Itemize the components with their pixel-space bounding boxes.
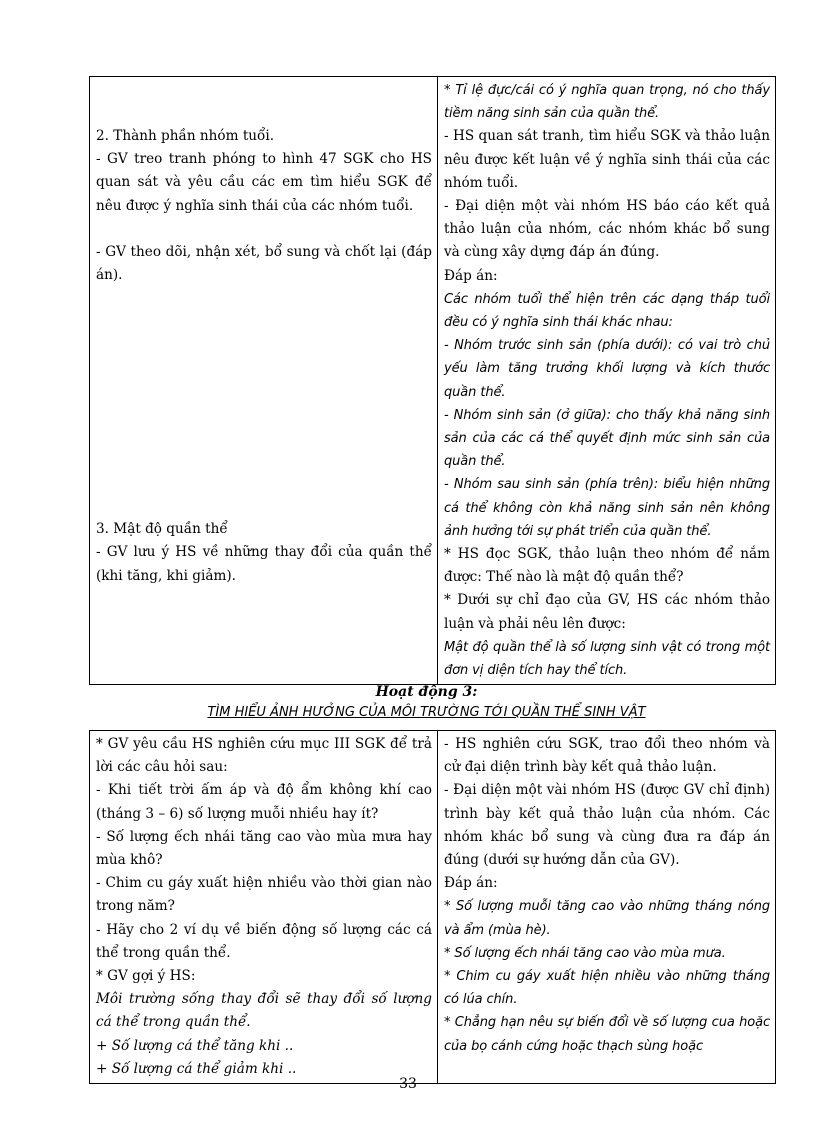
answer-line: * Chẳng hạn nêu sự biến đổi về số lượng cua hoặc của bọ cánh cứng hoặc thạch sùng hoặc xyxy=(444,1015,770,1054)
answer-line: - Nhóm trước sinh sản (phía dưới): có vai trò chủ yếu làm tăng trưởng khối lượng và kích thước quần thể. xyxy=(444,338,770,400)
student-activity-cell xyxy=(438,77,776,685)
teacher-hint: + Số lượng cá thể tăng khi .. xyxy=(96,1037,294,1054)
teacher-step: - GV lưu ý HS về những thay đổi của quần thể (khi tăng, khi giảm). xyxy=(96,544,432,584)
answer-line: - Nhóm sau sinh sản (phía trên): biểu hiện những cá thể không còn khả năng sinh sản nên không ảnh hưởng tới sự phát triển của quần thể. xyxy=(444,477,770,539)
teacher-question: - Chim cu gáy xuất hiện nhiều vào thời gian nào trong năm? xyxy=(96,875,432,915)
answer-label: Đáp án: xyxy=(444,875,498,892)
student-step: - Đại diện một vài nhóm HS báo cáo kết quả thảo luận của nhóm, các nhóm khác bổ sung và cùng xây dựng đáp án đúng. xyxy=(444,198,770,261)
answer-line: * Tỉ lệ đực/cái có ý nghĩa quan trọng, nó cho thấy tiềm năng sinh sản của quần thể. xyxy=(444,83,770,122)
teacher-hint: Môi trường sống thay đổi sẽ thay đổi số lượng cá thể trong quần thể. xyxy=(96,991,432,1031)
spacer xyxy=(96,79,432,125)
page-number: 33 xyxy=(399,1076,417,1092)
activity-title: Hoạt động 3: xyxy=(375,684,478,700)
teacher-question: - Khi tiết trời ấm áp và độ ẩm không khí cao (tháng 3 – 6) số lượng muỗi nhiều hay ít? xyxy=(96,782,432,822)
spacer xyxy=(96,287,432,518)
teacher-step: - GV theo dõi, nhận xét, bổ sung và chốt lại (đáp án). xyxy=(96,243,432,284)
section-heading-age-groups: 2. Thành phần nhóm tuổi. xyxy=(96,128,275,144)
teacher-activity-cell xyxy=(90,731,438,1084)
teacher-hint-label: * GV gợi ý HS: xyxy=(96,968,196,985)
student-activity-cell xyxy=(438,731,776,1084)
teacher-question: - Hãy cho 2 ví dụ về biến động số lượng các cá thể trong quần thể. xyxy=(96,921,432,961)
teacher-step: * GV yêu cầu HS nghiên cứu mục III SGK để trả lời các câu hỏi sau: xyxy=(96,736,432,776)
lesson-table-1 xyxy=(89,76,776,685)
answer-line: * Số lượng ếch nhái tăng cao vào mùa mưa. xyxy=(444,945,726,961)
student-step: * Dưới sự chỉ đạo của GV, HS các nhóm thảo luận và phải nêu lên được: xyxy=(444,592,770,632)
answer-line: Mật độ quần thể là số lượng sinh vật có trong một đơn vị diện tích hay thể tích. xyxy=(444,639,770,679)
answer-line: * Chim cu gáy xuất hiện nhiều vào những tháng có lúa chín. xyxy=(444,969,770,1008)
spacer xyxy=(96,218,432,241)
student-step: - Đại diện một vài nhóm HS (được GV chỉ định) trình bày kết quả thảo luận của nhóm. Các nhóm khác bổ sung và cùng đưa ra đáp án đúng (dưới sự hướng dẫn của GV). xyxy=(444,782,770,869)
student-step: * HS đọc SGK, thảo luận theo nhóm để nắm được: Thế nào là mật độ quần thể? xyxy=(444,546,770,586)
section-heading-density: 3. Mật độ quần thể xyxy=(96,521,228,538)
lesson-table-2 xyxy=(89,730,776,1084)
teacher-activity-cell xyxy=(90,77,438,685)
teacher-step: - GV treo tranh phóng to hình 47 SGK cho HS quan sát và yêu cầu các em tìm hiểu SGK để nêu được ý nghĩa sinh thái của các nhóm tuổi. xyxy=(96,151,432,214)
teacher-hint: + Số lượng cá thể giảm khi .. xyxy=(96,1060,297,1077)
answer-label: Đáp án: xyxy=(444,267,498,284)
student-step: - HS quan sát tranh, tìm hiểu SGK và thảo luận nêu được kết luận về ý nghĩa sinh thái của các nhóm tuổi. xyxy=(444,128,770,191)
activity-subtitle: TÌM HIỂU ẢNH HƯỞNG CỦA MÔI TRƯỜNG TỚI QUẦN THỂ SINH VẬT xyxy=(207,705,646,720)
teacher-question: - Số lượng ếch nhái tăng cao vào mùa mưa hay mùa khô? xyxy=(96,828,432,869)
student-step: - HS nghiên cứu SGK, trao đổi theo nhóm và cử đại diện trình bày kết quả thảo luận. xyxy=(444,736,770,776)
answer-line: Các nhóm tuổi thể hiện trên các dạng tháp tuổi đều có ý nghĩa sinh thái khác nhau: xyxy=(444,291,770,331)
answer-line: * Số lượng muỗi tăng cao vào những tháng nóng và ẩm (mùa hè). xyxy=(444,899,770,938)
answer-line: - Nhóm sinh sản (ở giữa): cho thấy khả năng sinh sản của các cá thể quyết định mức sinh sản của quần thể. xyxy=(444,407,770,470)
